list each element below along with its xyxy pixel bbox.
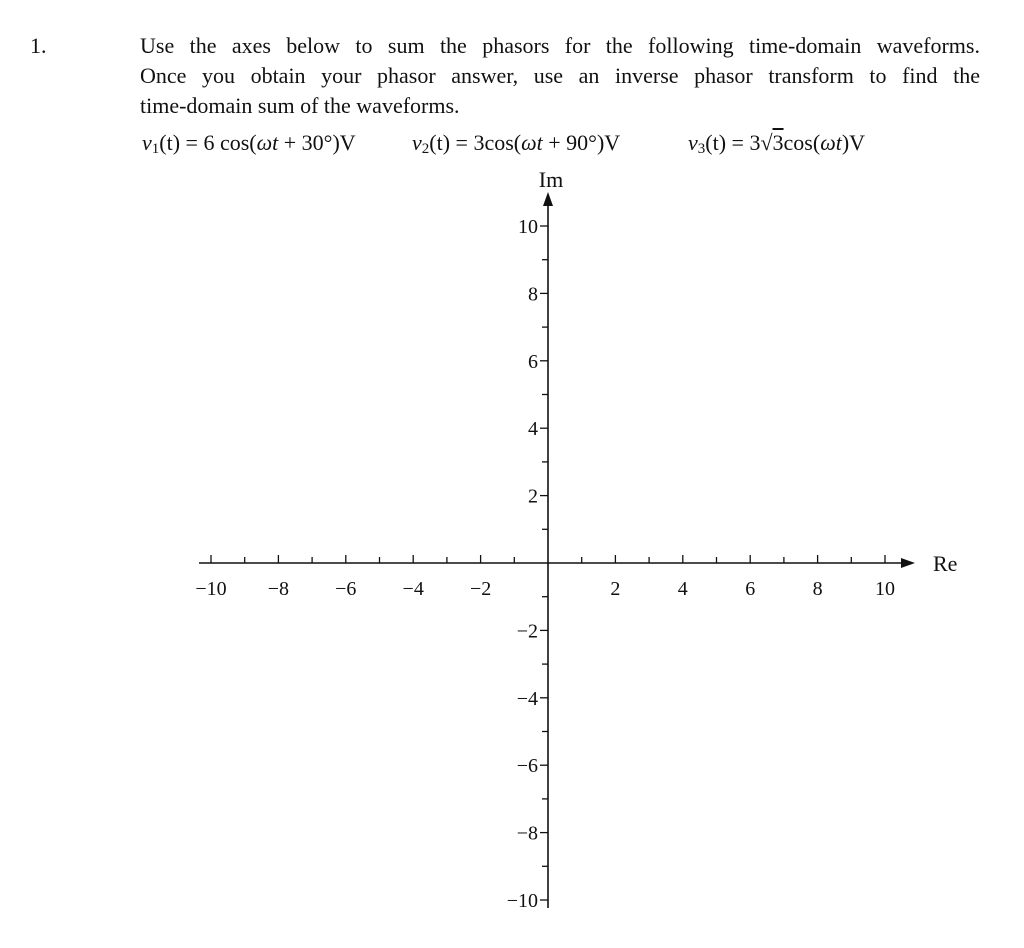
x-tick-label: 8 <box>812 578 823 600</box>
x-tick-label: 10 <box>875 578 895 600</box>
waveform-v1: $v_1(t) = 6$ cos(ωt + 30°)V <box>142 130 356 157</box>
y-tick-label: −6 <box>516 755 538 778</box>
x-tick-label: −8 <box>267 578 290 600</box>
imag-axis-label: Im <box>538 167 564 192</box>
y-tick-label: 2 <box>528 485 538 508</box>
problem-line-2: Once you obtain your phasor answer, use an inverse phasor transform to find the <box>140 63 980 88</box>
waveform-v2: $v_2(t) = 3\cos(\omega t + 90^\circ)V$ <box>412 130 621 157</box>
y-tick-label: 8 <box>528 283 538 306</box>
y-tick-label: 10 <box>518 216 538 238</box>
problem-line-1: Use the axes below to sum the phasors for the following time-domain waveforms. <box>140 33 980 58</box>
problem-number: 1. <box>30 33 47 58</box>
x-tick-label: 6 <box>745 578 756 600</box>
y-tick-label: 6 <box>528 350 538 373</box>
waveform-v3: $v_3(t) = 3√3\cos(\omega t)V$ <box>688 130 866 157</box>
x-tick-label: −2 <box>469 578 492 600</box>
y-tick-label: −4 <box>516 687 538 710</box>
y-tick-label: −10 <box>506 890 538 912</box>
x-tick-label: −4 <box>402 578 424 600</box>
y-tick-label: −8 <box>516 822 538 845</box>
x-tick-label: −10 <box>195 578 227 600</box>
y-tick-label: 4 <box>528 418 538 441</box>
x-tick-label: 2 <box>610 578 621 600</box>
y-tick-label: −2 <box>516 620 538 643</box>
imag-axis-arrow <box>543 192 553 206</box>
problem-line-3: time-domain sum of the waveforms. <box>140 93 460 118</box>
sqrt-symbol: √ <box>760 130 773 155</box>
real-axis-arrow <box>901 558 915 568</box>
real-axis-label: Re <box>933 551 958 576</box>
x-tick-label: −6 <box>335 578 357 600</box>
x-tick-label: 4 <box>677 578 688 600</box>
